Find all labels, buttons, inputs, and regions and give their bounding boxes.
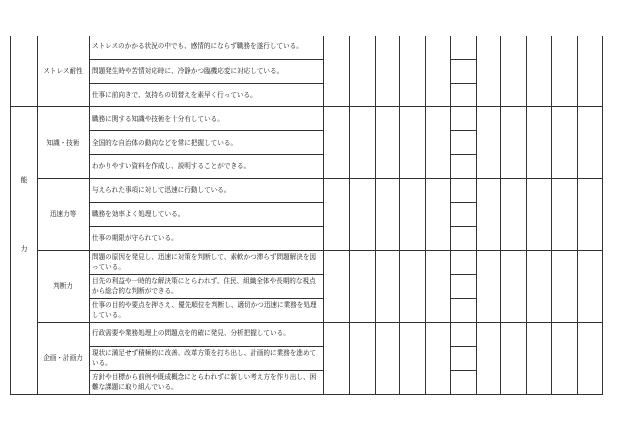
row-line bbox=[89, 298, 324, 299]
evaluation-item: 方針や目標から前例や既成概念にとらわれずに新しい考え方を作り出し、困難な課題に取り組んでいる。 bbox=[92, 373, 317, 391]
row-line bbox=[89, 59, 324, 60]
evaluation-item: 目先の利益や一時的な解決策にとらわれず、住民、組織全体や長期的な視点から総合的な判断ができる。 bbox=[92, 277, 316, 295]
grid-line bbox=[577, 36, 578, 394]
row-line bbox=[450, 59, 477, 60]
row-line bbox=[89, 346, 324, 347]
grid-line bbox=[399, 36, 400, 394]
category-label: 判断力 bbox=[53, 282, 73, 290]
evaluation-item: 与えられた事項に対して迅速に行動している。 bbox=[92, 186, 231, 194]
row-line bbox=[89, 154, 324, 155]
category-label: 知識・技術 bbox=[46, 139, 80, 147]
row-line bbox=[450, 346, 477, 347]
grid-line bbox=[425, 36, 426, 394]
grid-line bbox=[450, 36, 451, 394]
section-label-bottom: 力 bbox=[20, 245, 28, 253]
category-label: ストレス耐性 bbox=[43, 67, 83, 75]
grid-line bbox=[323, 36, 324, 394]
row-line bbox=[450, 130, 477, 131]
grid-line bbox=[476, 36, 477, 394]
section-line bbox=[10, 106, 38, 107]
evaluation-item: 職務を効率よく処理している。 bbox=[92, 210, 185, 218]
row-line bbox=[89, 202, 324, 203]
evaluation-item: 問題の原因を発見し、迅速に対策を判断して、素軟かつ滞らず問題解決を図っている。 bbox=[92, 253, 317, 271]
row-line bbox=[89, 83, 324, 84]
row-line bbox=[450, 154, 477, 155]
evaluation-item: 問題発生時や苦情対応時に、冷静かつ臨機応変に対応している。 bbox=[92, 67, 284, 75]
category-line bbox=[37, 250, 603, 251]
grid-line bbox=[37, 36, 38, 394]
evaluation-item: 職務に関する知識や技術を十分有している。 bbox=[92, 115, 224, 123]
row-line bbox=[450, 370, 477, 371]
evaluation-item: 仕事の期限が守られている。 bbox=[92, 234, 178, 242]
row-line bbox=[89, 370, 324, 371]
section-left-border bbox=[10, 36, 11, 394]
category-label: 企画・計画力 bbox=[43, 354, 83, 362]
category-line bbox=[37, 106, 603, 107]
row-line bbox=[450, 202, 477, 203]
table-bottom-border bbox=[10, 394, 603, 395]
evaluation-item: わかりやすい資料を作成し、説明することができる。 bbox=[92, 162, 251, 170]
category-line bbox=[37, 322, 603, 323]
evaluation-item: 行政需要や業務処理上の問題点を的確に発見、分析把握している。 bbox=[92, 329, 290, 337]
evaluation-item: 現状に満足せず積極的に改善、改革方策を打ち出し、計画的に業務を進めている。 bbox=[92, 349, 317, 367]
row-line bbox=[450, 226, 477, 227]
row-line bbox=[450, 274, 477, 275]
evaluation-item: ストレスのかかる状況の中でも、感情的にならず職務を遂行している。 bbox=[92, 42, 303, 50]
grid-line bbox=[349, 36, 350, 394]
row-line bbox=[89, 274, 324, 275]
category-line bbox=[37, 178, 603, 179]
category-label: 迅速力等 bbox=[49, 210, 77, 218]
row-line bbox=[450, 83, 477, 84]
evaluation-item: 仕事に前向きで、気持ちの切替えを素早く行っている。 bbox=[92, 91, 257, 99]
row-line bbox=[450, 298, 477, 299]
row-line bbox=[89, 130, 324, 131]
section-label-top: 能 bbox=[20, 176, 28, 184]
evaluation-item: 仕事の目的や要点を押さえ、優先順位を判断し、適切かつ迅速に業務を処理している。 bbox=[92, 301, 317, 319]
grid-line bbox=[526, 36, 527, 394]
row-line bbox=[89, 226, 324, 227]
grid-line bbox=[89, 36, 90, 394]
grid-line bbox=[602, 36, 603, 394]
grid-line bbox=[375, 36, 376, 394]
evaluation-item: 全国的な自治体の動向などを常に把握している。 bbox=[92, 139, 238, 147]
grid-line bbox=[500, 36, 501, 394]
grid-line bbox=[551, 36, 552, 394]
